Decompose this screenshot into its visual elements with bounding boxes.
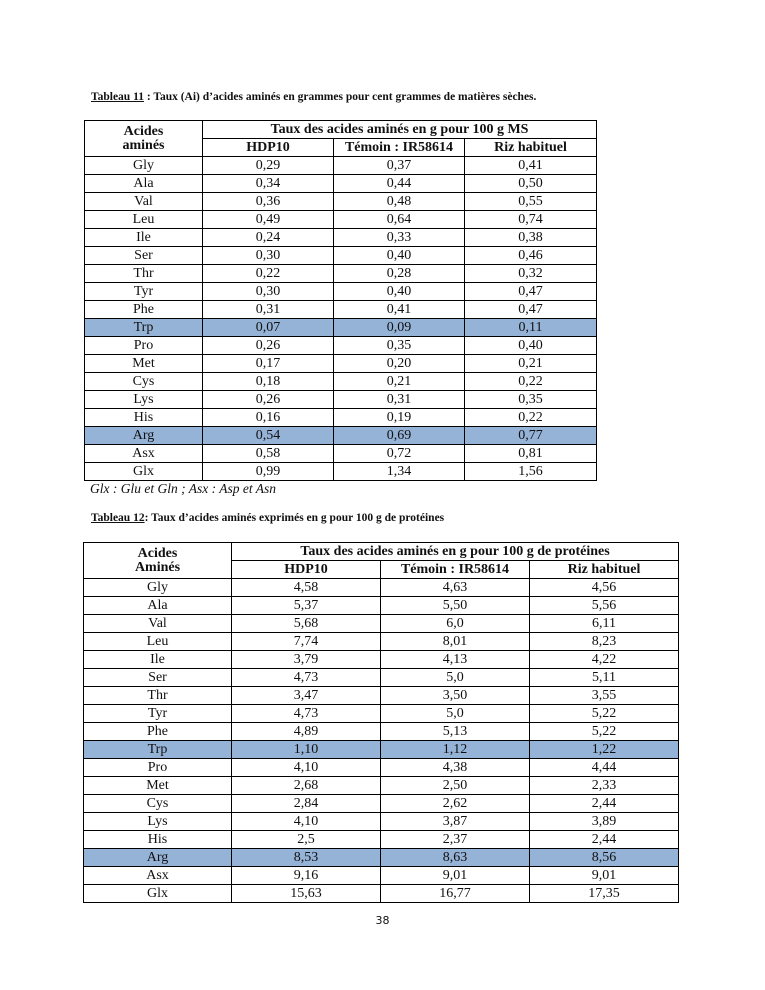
hdp10-value: 0,36 [203, 193, 334, 211]
table1-note: Glx : Glu et Gln ; Asx : Asp et Asn [90, 481, 276, 496]
table-row [85, 283, 597, 301]
table-row [84, 651, 679, 669]
hdp10-value: 0,99 [203, 463, 334, 481]
table-row [84, 831, 679, 849]
table-row [85, 211, 597, 229]
temoin-value: 2,50 [381, 777, 530, 795]
amino-acid-name: Lys [84, 813, 232, 831]
temoin-value: 4,38 [381, 759, 530, 777]
amino-acid-name: Glx [85, 463, 203, 481]
riz-value: 0,50 [465, 175, 597, 193]
table-row [85, 355, 597, 373]
riz-value: 1,22 [530, 741, 679, 759]
amino-acid-name: Leu [84, 633, 232, 651]
amino-acid-name: Phe [84, 723, 232, 741]
temoin-value: 0,44 [334, 175, 465, 193]
table1-caption [91, 91, 536, 103]
amino-acid-name: Thr [85, 265, 203, 283]
amino-acid-name: Asx [84, 867, 232, 885]
hdp10-value: 4,73 [232, 705, 381, 723]
amino-acid-name: Phe [85, 301, 203, 319]
hdp10-value: 1,10 [232, 741, 381, 759]
hdp10-value: 2,68 [232, 777, 381, 795]
page-number: 38 [375, 914, 390, 927]
table1-caption-text: : Taux (Ai) d’acides aminés en grammes pour cent grammes de matières sèches. [143, 91, 537, 103]
table-row [85, 247, 597, 265]
amino-acid-name: Leu [85, 211, 203, 229]
amino-acid-name: Gly [84, 579, 232, 597]
hdp10-value: 0,34 [203, 175, 334, 193]
riz-value: 0,22 [465, 409, 597, 427]
table-row [85, 445, 597, 463]
amino-acid-name: Lys [85, 391, 203, 409]
amino-acid-name: Ser [84, 669, 232, 687]
riz-value: 2,44 [530, 795, 679, 813]
amino-acid-name: Val [84, 615, 232, 633]
amino-acid-name: Met [84, 777, 232, 795]
temoin-value: 0,33 [334, 229, 465, 247]
riz-value: 0,38 [465, 229, 597, 247]
hdp10-value: 4,10 [232, 759, 381, 777]
temoin-value: 3,87 [381, 813, 530, 831]
table2-caption-label: Tableau 12 [91, 512, 145, 524]
hdp10-value: 3,79 [232, 651, 381, 669]
temoin-value: 5,13 [381, 723, 530, 741]
temoin-value: 0,09 [334, 319, 465, 337]
riz-value: 2,44 [530, 831, 679, 849]
riz-value: 4,56 [530, 579, 679, 597]
riz-value: 17,35 [530, 885, 679, 903]
riz-value: 5,22 [530, 723, 679, 741]
riz-value: 5,56 [530, 597, 679, 615]
amino-acid-name: Trp [84, 741, 232, 759]
amino-acid-name: Pro [85, 337, 203, 355]
riz-value: 6,11 [530, 615, 679, 633]
riz-value: 2,33 [530, 777, 679, 795]
hdp10-value: 0,22 [203, 265, 334, 283]
temoin-value: 1,12 [381, 741, 530, 759]
table2 [83, 542, 679, 903]
temoin-value: 4,13 [381, 651, 530, 669]
riz-value: 0,81 [465, 445, 597, 463]
table-row [85, 193, 597, 211]
riz-value: 0,41 [465, 157, 597, 175]
table-row [85, 301, 597, 319]
table-row [85, 391, 597, 409]
amino-acid-name: Arg [85, 427, 203, 445]
riz-value: 0,46 [465, 247, 597, 265]
hdp10-value: 0,17 [203, 355, 334, 373]
riz-value: 1,56 [465, 463, 597, 481]
hdp10-value: 15,63 [232, 885, 381, 903]
temoin-value: 0,19 [334, 409, 465, 427]
table-row [84, 759, 679, 777]
riz-value: 8,56 [530, 849, 679, 867]
table-row [84, 741, 679, 759]
table-row [85, 157, 597, 175]
table1-col-hdp10: HDP10 [203, 139, 334, 157]
temoin-value: 0,28 [334, 265, 465, 283]
hdp10-value: 0,16 [203, 409, 334, 427]
amino-acid-name: Cys [85, 373, 203, 391]
temoin-value: 9,01 [381, 867, 530, 885]
hdp10-value: 2,84 [232, 795, 381, 813]
table2-header-group: Taux des acides aminés en g pour 100 g de protéines [232, 543, 679, 561]
hdp10-value: 0,18 [203, 373, 334, 391]
table2-body [84, 579, 679, 903]
riz-value: 0,47 [465, 301, 597, 319]
hdp10-value: 0,58 [203, 445, 334, 463]
temoin-value: 0,40 [334, 283, 465, 301]
table-row [84, 867, 679, 885]
table-row [85, 463, 597, 481]
temoin-value: 0,72 [334, 445, 465, 463]
table-row [84, 633, 679, 651]
table-row [84, 705, 679, 723]
amino-acid-name: Cys [84, 795, 232, 813]
temoin-value: 3,50 [381, 687, 530, 705]
temoin-value: 0,31 [334, 391, 465, 409]
amino-acid-name: Thr [84, 687, 232, 705]
table1-header-group: Taux des acides aminés en g pour 100 g MS [203, 121, 597, 139]
table1 [84, 120, 597, 481]
table-row [85, 265, 597, 283]
table-row [84, 723, 679, 741]
amino-acid-name: Met [85, 355, 203, 373]
hdp10-value: 5,68 [232, 615, 381, 633]
hdp10-value: 0,26 [203, 337, 334, 355]
hdp10-value: 4,10 [232, 813, 381, 831]
hdp10-value: 0,31 [203, 301, 334, 319]
hdp10-value: 7,74 [232, 633, 381, 651]
table1-caption-label: Tableau 11 [91, 91, 144, 103]
amino-acid-name: His [84, 831, 232, 849]
table2-header-acides: Acides Aminés [84, 543, 232, 579]
table-row [85, 229, 597, 247]
hdp10-value: 4,89 [232, 723, 381, 741]
riz-value: 0,55 [465, 193, 597, 211]
temoin-value: 0,37 [334, 157, 465, 175]
riz-value: 0,35 [465, 391, 597, 409]
hdp10-value: 3,47 [232, 687, 381, 705]
temoin-value: 5,0 [381, 705, 530, 723]
amino-acid-name: Glx [84, 885, 232, 903]
hdp10-value: 0,24 [203, 229, 334, 247]
temoin-value: 0,48 [334, 193, 465, 211]
amino-acid-name: Tyr [84, 705, 232, 723]
hdp10-value: 0,07 [203, 319, 334, 337]
table-row [85, 175, 597, 193]
riz-value: 4,44 [530, 759, 679, 777]
table-row [85, 319, 597, 337]
amino-acid-name: Val [85, 193, 203, 211]
temoin-value: 0,20 [334, 355, 465, 373]
riz-value: 0,22 [465, 373, 597, 391]
amino-acid-name: Ser [85, 247, 203, 265]
table2-col-temoin: Témoin : IR58614 [381, 561, 530, 579]
table1-body [85, 157, 597, 481]
temoin-value: 0,69 [334, 427, 465, 445]
riz-value: 0,11 [465, 319, 597, 337]
table-row [85, 409, 597, 427]
temoin-value: 0,21 [334, 373, 465, 391]
amino-acid-name: Ile [84, 651, 232, 669]
temoin-value: 2,37 [381, 831, 530, 849]
riz-value: 4,22 [530, 651, 679, 669]
riz-value: 3,89 [530, 813, 679, 831]
table2-col-riz: Riz habituel [530, 561, 679, 579]
temoin-value: 2,62 [381, 795, 530, 813]
hdp10-value: 5,37 [232, 597, 381, 615]
table-row [85, 337, 597, 355]
temoin-value: 0,41 [334, 301, 465, 319]
riz-value: 9,01 [530, 867, 679, 885]
hdp10-value: 0,30 [203, 247, 334, 265]
hdp10-value: 2,5 [232, 831, 381, 849]
temoin-value: 0,40 [334, 247, 465, 265]
table-row [84, 795, 679, 813]
hdp10-value: 9,16 [232, 867, 381, 885]
table-row [84, 687, 679, 705]
riz-value: 0,47 [465, 283, 597, 301]
riz-value: 0,77 [465, 427, 597, 445]
table-row [84, 597, 679, 615]
temoin-value: 16,77 [381, 885, 530, 903]
hdp10-value: 8,53 [232, 849, 381, 867]
riz-value: 3,55 [530, 687, 679, 705]
hdp10-value: 0,26 [203, 391, 334, 409]
amino-acid-name: Asx [85, 445, 203, 463]
amino-acid-name: Ala [84, 597, 232, 615]
table-row [85, 427, 597, 445]
table-row [84, 813, 679, 831]
hdp10-value: 4,73 [232, 669, 381, 687]
riz-value: 0,74 [465, 211, 597, 229]
table-row [84, 579, 679, 597]
table2-caption [91, 512, 444, 524]
table2-caption-text: : Taux d’acides aminés exprimés en g pour 100 g de protéines [144, 512, 445, 524]
temoin-value: 5,0 [381, 669, 530, 687]
hdp10-value: 0,49 [203, 211, 334, 229]
table-row [84, 849, 679, 867]
amino-acid-name: Pro [84, 759, 232, 777]
temoin-value: 8,63 [381, 849, 530, 867]
riz-value: 8,23 [530, 633, 679, 651]
amino-acid-name: Tyr [85, 283, 203, 301]
temoin-value: 0,35 [334, 337, 465, 355]
riz-value: 0,21 [465, 355, 597, 373]
table-row [84, 777, 679, 795]
riz-value: 5,22 [530, 705, 679, 723]
temoin-value: 8,01 [381, 633, 530, 651]
temoin-value: 5,50 [381, 597, 530, 615]
amino-acid-name: Trp [85, 319, 203, 337]
table-row [84, 669, 679, 687]
riz-value: 0,32 [465, 265, 597, 283]
temoin-value: 4,63 [381, 579, 530, 597]
hdp10-value: 0,30 [203, 283, 334, 301]
hdp10-value: 0,29 [203, 157, 334, 175]
table-row [84, 885, 679, 903]
hdp10-value: 4,58 [232, 579, 381, 597]
table-row [85, 373, 597, 391]
temoin-value: 6,0 [381, 615, 530, 633]
amino-acid-name: Arg [84, 849, 232, 867]
temoin-value: 0,64 [334, 211, 465, 229]
table1-header-acides: Acides aminés [85, 121, 203, 157]
temoin-value: 1,34 [334, 463, 465, 481]
amino-acid-name: Ile [85, 229, 203, 247]
table-row [84, 615, 679, 633]
table1-col-riz: Riz habituel [465, 139, 597, 157]
table1-col-temoin: Témoin : IR58614 [334, 139, 465, 157]
amino-acid-name: Gly [85, 157, 203, 175]
amino-acid-name: His [85, 409, 203, 427]
riz-value: 5,11 [530, 669, 679, 687]
hdp10-value: 0,54 [203, 427, 334, 445]
riz-value: 0,40 [465, 337, 597, 355]
amino-acid-name: Ala [85, 175, 203, 193]
table2-col-hdp10: HDP10 [232, 561, 381, 579]
